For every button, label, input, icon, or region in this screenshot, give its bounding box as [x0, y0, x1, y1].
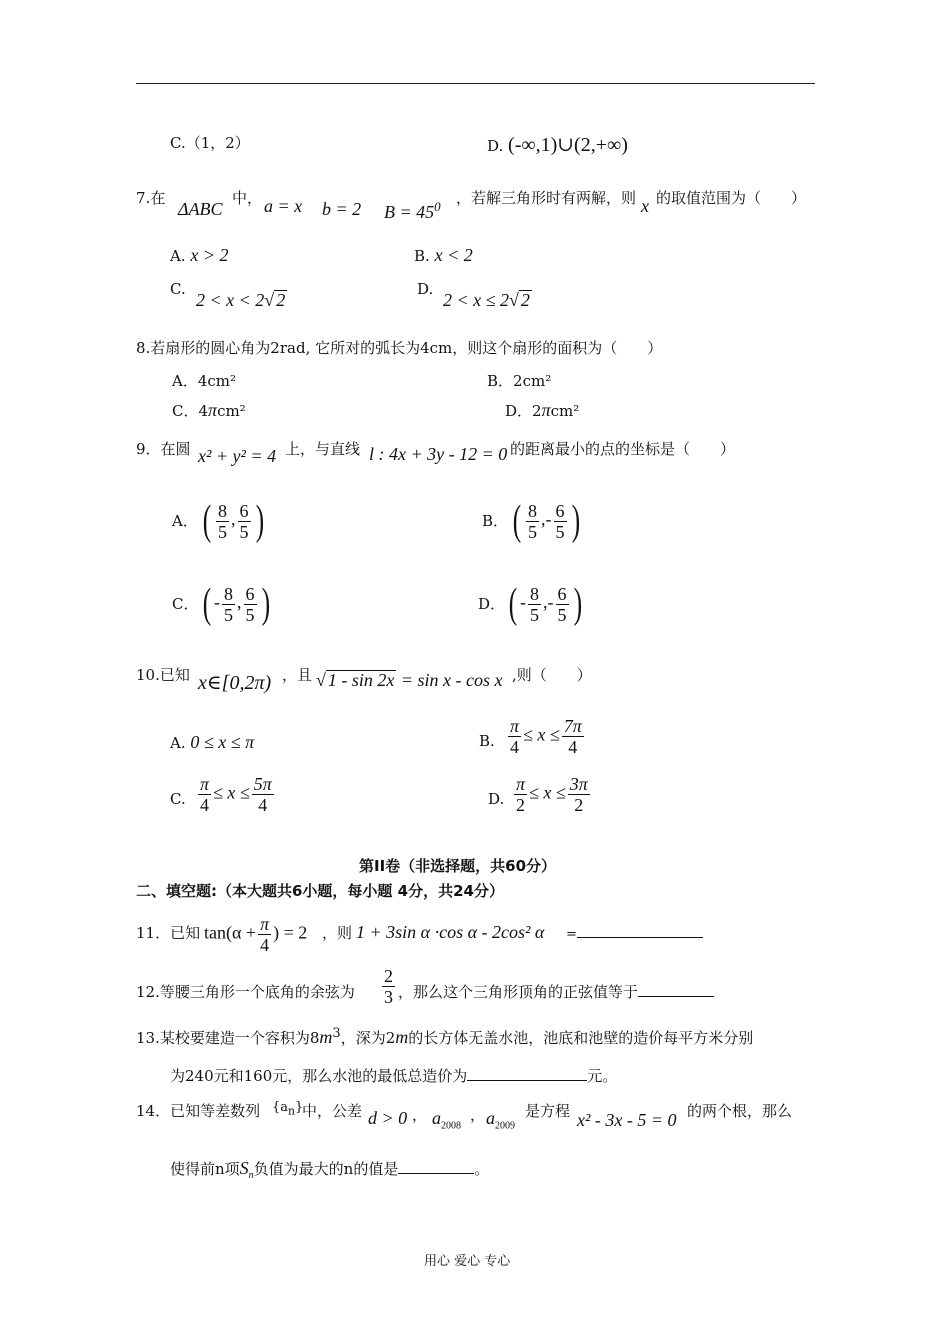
q7-option-a: [170, 245, 229, 266]
q7-angle-b-value: B = 45: [384, 202, 435, 222]
page-footer: 用心 爱心 专心: [424, 1254, 511, 1269]
question-text: 13.某校要建造一个容积为8: [136, 1029, 320, 1047]
q7-side-a: a = x: [264, 196, 303, 216]
q14-text-3: 是方程: [525, 1102, 571, 1120]
option-math: 0 ≤ x ≤ π: [190, 732, 255, 752]
numerator: 8: [218, 500, 227, 521]
q6-option-d: [487, 132, 628, 157]
q6-option-d-math: (-∞,1)∪(2,+∞): [508, 134, 628, 156]
tan-expr: tan(α +: [204, 922, 257, 943]
denominator: 5: [530, 604, 539, 625]
q14-text-4: 的两个根，那么: [687, 1102, 793, 1120]
q7-text-3: ，若解三角形时有两解，则: [456, 189, 637, 207]
q10-text-2: ，且: [282, 666, 313, 684]
option-label: B.: [414, 247, 430, 265]
degree-sup: 0: [434, 199, 441, 214]
numerator: 7π: [563, 716, 582, 736]
q6-option-c: C.（1，2）: [170, 134, 250, 152]
q14-sequence: [272, 1100, 303, 1118]
question-text: 元。: [587, 1067, 618, 1085]
question-text: ，深为2: [340, 1029, 396, 1047]
question-text: 负值为最大的n的值是: [253, 1160, 399, 1178]
denominator: 5: [528, 521, 537, 542]
q14-d-condition: d > 0: [368, 1108, 408, 1128]
sum-s: S: [239, 1158, 249, 1178]
section-2-part-heading: 二、填空题:（本大题共6小题，每小题 4分，共24分）: [136, 882, 504, 900]
numerator: π: [200, 774, 210, 794]
answer-blank[interactable]: [467, 1079, 587, 1081]
pi-symbol: π: [208, 400, 218, 420]
q9-circle-eq: x² + y² = 4: [198, 446, 277, 466]
question-number: 7.: [136, 189, 151, 207]
q14-text-1: 14．已知等差数列: [136, 1102, 261, 1120]
question-text: 为240元和160元，那么水池的最低总造价为: [170, 1067, 468, 1085]
q6-option-d-label: D.: [487, 137, 504, 155]
q8-option-a: A．4cm²: [172, 372, 237, 390]
q14-text-2: 中，公差: [302, 1102, 363, 1120]
denominator: 5: [239, 521, 249, 542]
question-14-line-2: [170, 1158, 489, 1181]
denominator: 3: [384, 987, 393, 1007]
q7-option-c-math: 2 < x < 2√ 2: [196, 290, 286, 310]
numerator: 3π: [569, 774, 588, 794]
minus-sign: -: [545, 509, 552, 529]
term-a: a: [432, 1108, 441, 1128]
option-math: 2 < x < 2: [196, 290, 265, 310]
q7-var-x: x: [641, 196, 649, 216]
q9-option-c-math: ( - $\frac{8}{5}$ , $\frac{6}{5}$ ): [202, 581, 270, 627]
denominator: 4: [258, 795, 268, 815]
denominator: 5: [224, 604, 233, 625]
q10-option-c-math: [196, 774, 276, 815]
q8-option-b: B．2cm²: [487, 372, 552, 390]
q10-option-a: [170, 732, 254, 753]
cube-sup: 3: [332, 1026, 341, 1041]
q10-text-1: 10.已知: [136, 666, 190, 684]
question-13-line-2: [170, 1065, 617, 1086]
q10-condition: x∈[0,2π): [198, 672, 272, 694]
question-13-line-1: [136, 1026, 753, 1048]
q10-text-3: ,则（ ）: [512, 666, 592, 684]
q14-equation: x² - 3x - 5 = 0: [577, 1110, 677, 1130]
q7-side-b: b = 2: [322, 199, 362, 219]
inequality: ≤ x ≤: [213, 782, 250, 803]
q7-text-2: 中，: [232, 189, 263, 207]
q9-line-eq: l : 4x + 3y - 12 = 0: [369, 444, 508, 464]
option-math: x < 2: [434, 245, 473, 265]
numerator: 8: [224, 583, 233, 604]
numerator: 6: [239, 500, 249, 521]
seq-subscript: n: [288, 1104, 296, 1118]
q9-option-b-label: B．: [482, 512, 509, 530]
q10-option-c-label: C.: [170, 790, 186, 808]
denominator: 4: [510, 737, 520, 757]
q14-comma-2: ，: [470, 1106, 486, 1124]
term-subscript: 2008: [441, 1120, 461, 1132]
term-subscript: 2009: [495, 1120, 515, 1132]
q11-expression: 1 + 3sin α ·cos α - 2cos² α: [356, 922, 545, 942]
denominator: 5: [555, 521, 565, 542]
q12-text-1: 12.等腰三角形一个底角的余弦为: [136, 983, 355, 1001]
numerator: 8: [528, 500, 537, 521]
q7-option-d-label: D.: [417, 280, 434, 298]
tan-expr-end: ) = 2: [273, 922, 308, 943]
denominator: 4: [200, 795, 210, 815]
numerator: 6: [245, 583, 255, 604]
seq-close: }: [295, 1100, 304, 1115]
q10-option-b-math: [506, 716, 586, 757]
q9-option-b-math: ( $\frac{8}{5}$ ,- $\frac{6}{5}$ ): [512, 498, 580, 544]
question-text: ，那么这个三角形顶角的正弦值等于: [398, 983, 639, 1001]
q11-text-1: 11．已知: [136, 924, 201, 942]
q10-option-b-label: B.: [479, 732, 495, 750]
option-label: C．4: [172, 402, 209, 420]
denominator: 4: [568, 737, 578, 757]
option-label: A.: [170, 734, 186, 752]
seq-open: {a: [272, 1100, 289, 1115]
option-label: D．2: [505, 402, 542, 420]
sqrt-radicand: 1 - sin 2x: [327, 670, 395, 690]
q10-option-d-label: D.: [488, 790, 505, 808]
q14-comma-1: ，: [412, 1106, 428, 1124]
numerator: π: [260, 914, 270, 934]
q7-triangle: ΔABC: [178, 199, 223, 219]
minus-sign: -: [547, 592, 554, 612]
q7-option-b: [414, 245, 473, 266]
q8-option-d: [505, 400, 579, 421]
q11-answer: [566, 924, 703, 942]
q9-option-a-math: ( $\frac{8}{5}$ , $\frac{6}{5}$ ): [202, 498, 264, 544]
q14-a2009: [486, 1108, 515, 1132]
q7-angle-b: [384, 199, 441, 223]
minus-sign: -: [214, 592, 220, 612]
q10-option-d-math: [512, 774, 592, 815]
header-rule: [136, 83, 815, 84]
option-label: A.: [170, 247, 186, 265]
q9-option-d-label: D．: [478, 595, 506, 613]
answer-blank[interactable]: [638, 995, 714, 997]
denominator: 2: [574, 795, 584, 815]
option-math: x > 2: [190, 245, 229, 265]
q9-option-c-label: C．: [172, 595, 199, 613]
numerator: 2: [384, 966, 393, 986]
q9-option-a-label: A．: [172, 512, 198, 530]
q7-option-d-math: 2 < x ≤ 2√ 2: [443, 290, 530, 310]
q14-a2008: [432, 1108, 461, 1132]
numerator: 5π: [253, 774, 272, 794]
question-text: 的长方体无盖水池，池底和池壁的造价每平方米分别: [408, 1029, 754, 1047]
denominator: 2: [516, 795, 526, 815]
question-text: 。: [474, 1160, 490, 1178]
option-math: 2 < x ≤ 2: [443, 290, 510, 310]
option-unit: cm²: [550, 402, 580, 420]
inequality: ≤ x ≤: [523, 724, 560, 745]
numerator: π: [510, 716, 520, 736]
q8-option-c: [172, 400, 246, 421]
q9-text-1: 9．在圆: [136, 440, 191, 458]
equals-sign: =: [566, 927, 577, 942]
question-7-stem: [136, 187, 165, 208]
q7-text-1: 在: [150, 189, 166, 207]
q12-fraction: [380, 966, 397, 1007]
sum-subscript: n: [248, 1170, 254, 1181]
denominator: 5: [218, 521, 227, 542]
question-text: 使得前n项: [170, 1160, 240, 1178]
q11-text-2: ，则: [322, 924, 353, 942]
numerator: 6: [557, 583, 567, 604]
numerator: π: [516, 774, 526, 794]
q12-text-2: [398, 981, 714, 1002]
q10-equation: √ 1 - sin 2x = sin x - cos x: [316, 670, 503, 690]
inequality: ≤ x ≤: [529, 782, 566, 803]
term-a: a: [486, 1108, 495, 1128]
minus-sign: -: [520, 592, 526, 612]
unit-m: m: [319, 1027, 333, 1047]
section-2-title: 第II卷（非选择题，共60分）: [359, 857, 557, 875]
q11-tan-condition: [204, 914, 307, 955]
answer-blank[interactable]: [398, 1172, 474, 1174]
q9-text-3: 的距离最小的点的坐标是（ ）: [510, 440, 736, 458]
pi-symbol: π: [541, 400, 551, 420]
q7-option-c-label: C.: [170, 280, 186, 298]
numerator: 6: [555, 500, 565, 521]
unit-m: m: [395, 1027, 409, 1047]
equation-rhs: = sin x - cos x: [400, 670, 503, 690]
sqrt-radicand: 2: [520, 290, 530, 310]
q9-text-2: 上，与直线: [285, 440, 361, 458]
question-8-stem: 8.若扇形的圆心角为2rad, 它所对的弧长为4cm，则这个扇形的面积为（ ）: [136, 339, 663, 357]
sqrt-radicand: 2: [276, 290, 286, 310]
answer-blank[interactable]: [577, 936, 703, 938]
denominator: 4: [260, 935, 270, 955]
q7-text-4: 的取值范围为（ ）: [656, 189, 807, 207]
option-unit: cm²: [217, 402, 246, 420]
q9-option-d-math: ( - $\frac{8}{5}$ ,- $\frac{6}{5}$ ): [508, 581, 582, 627]
denominator: 5: [557, 604, 567, 625]
denominator: 5: [245, 604, 255, 625]
numerator: 8: [530, 583, 539, 604]
